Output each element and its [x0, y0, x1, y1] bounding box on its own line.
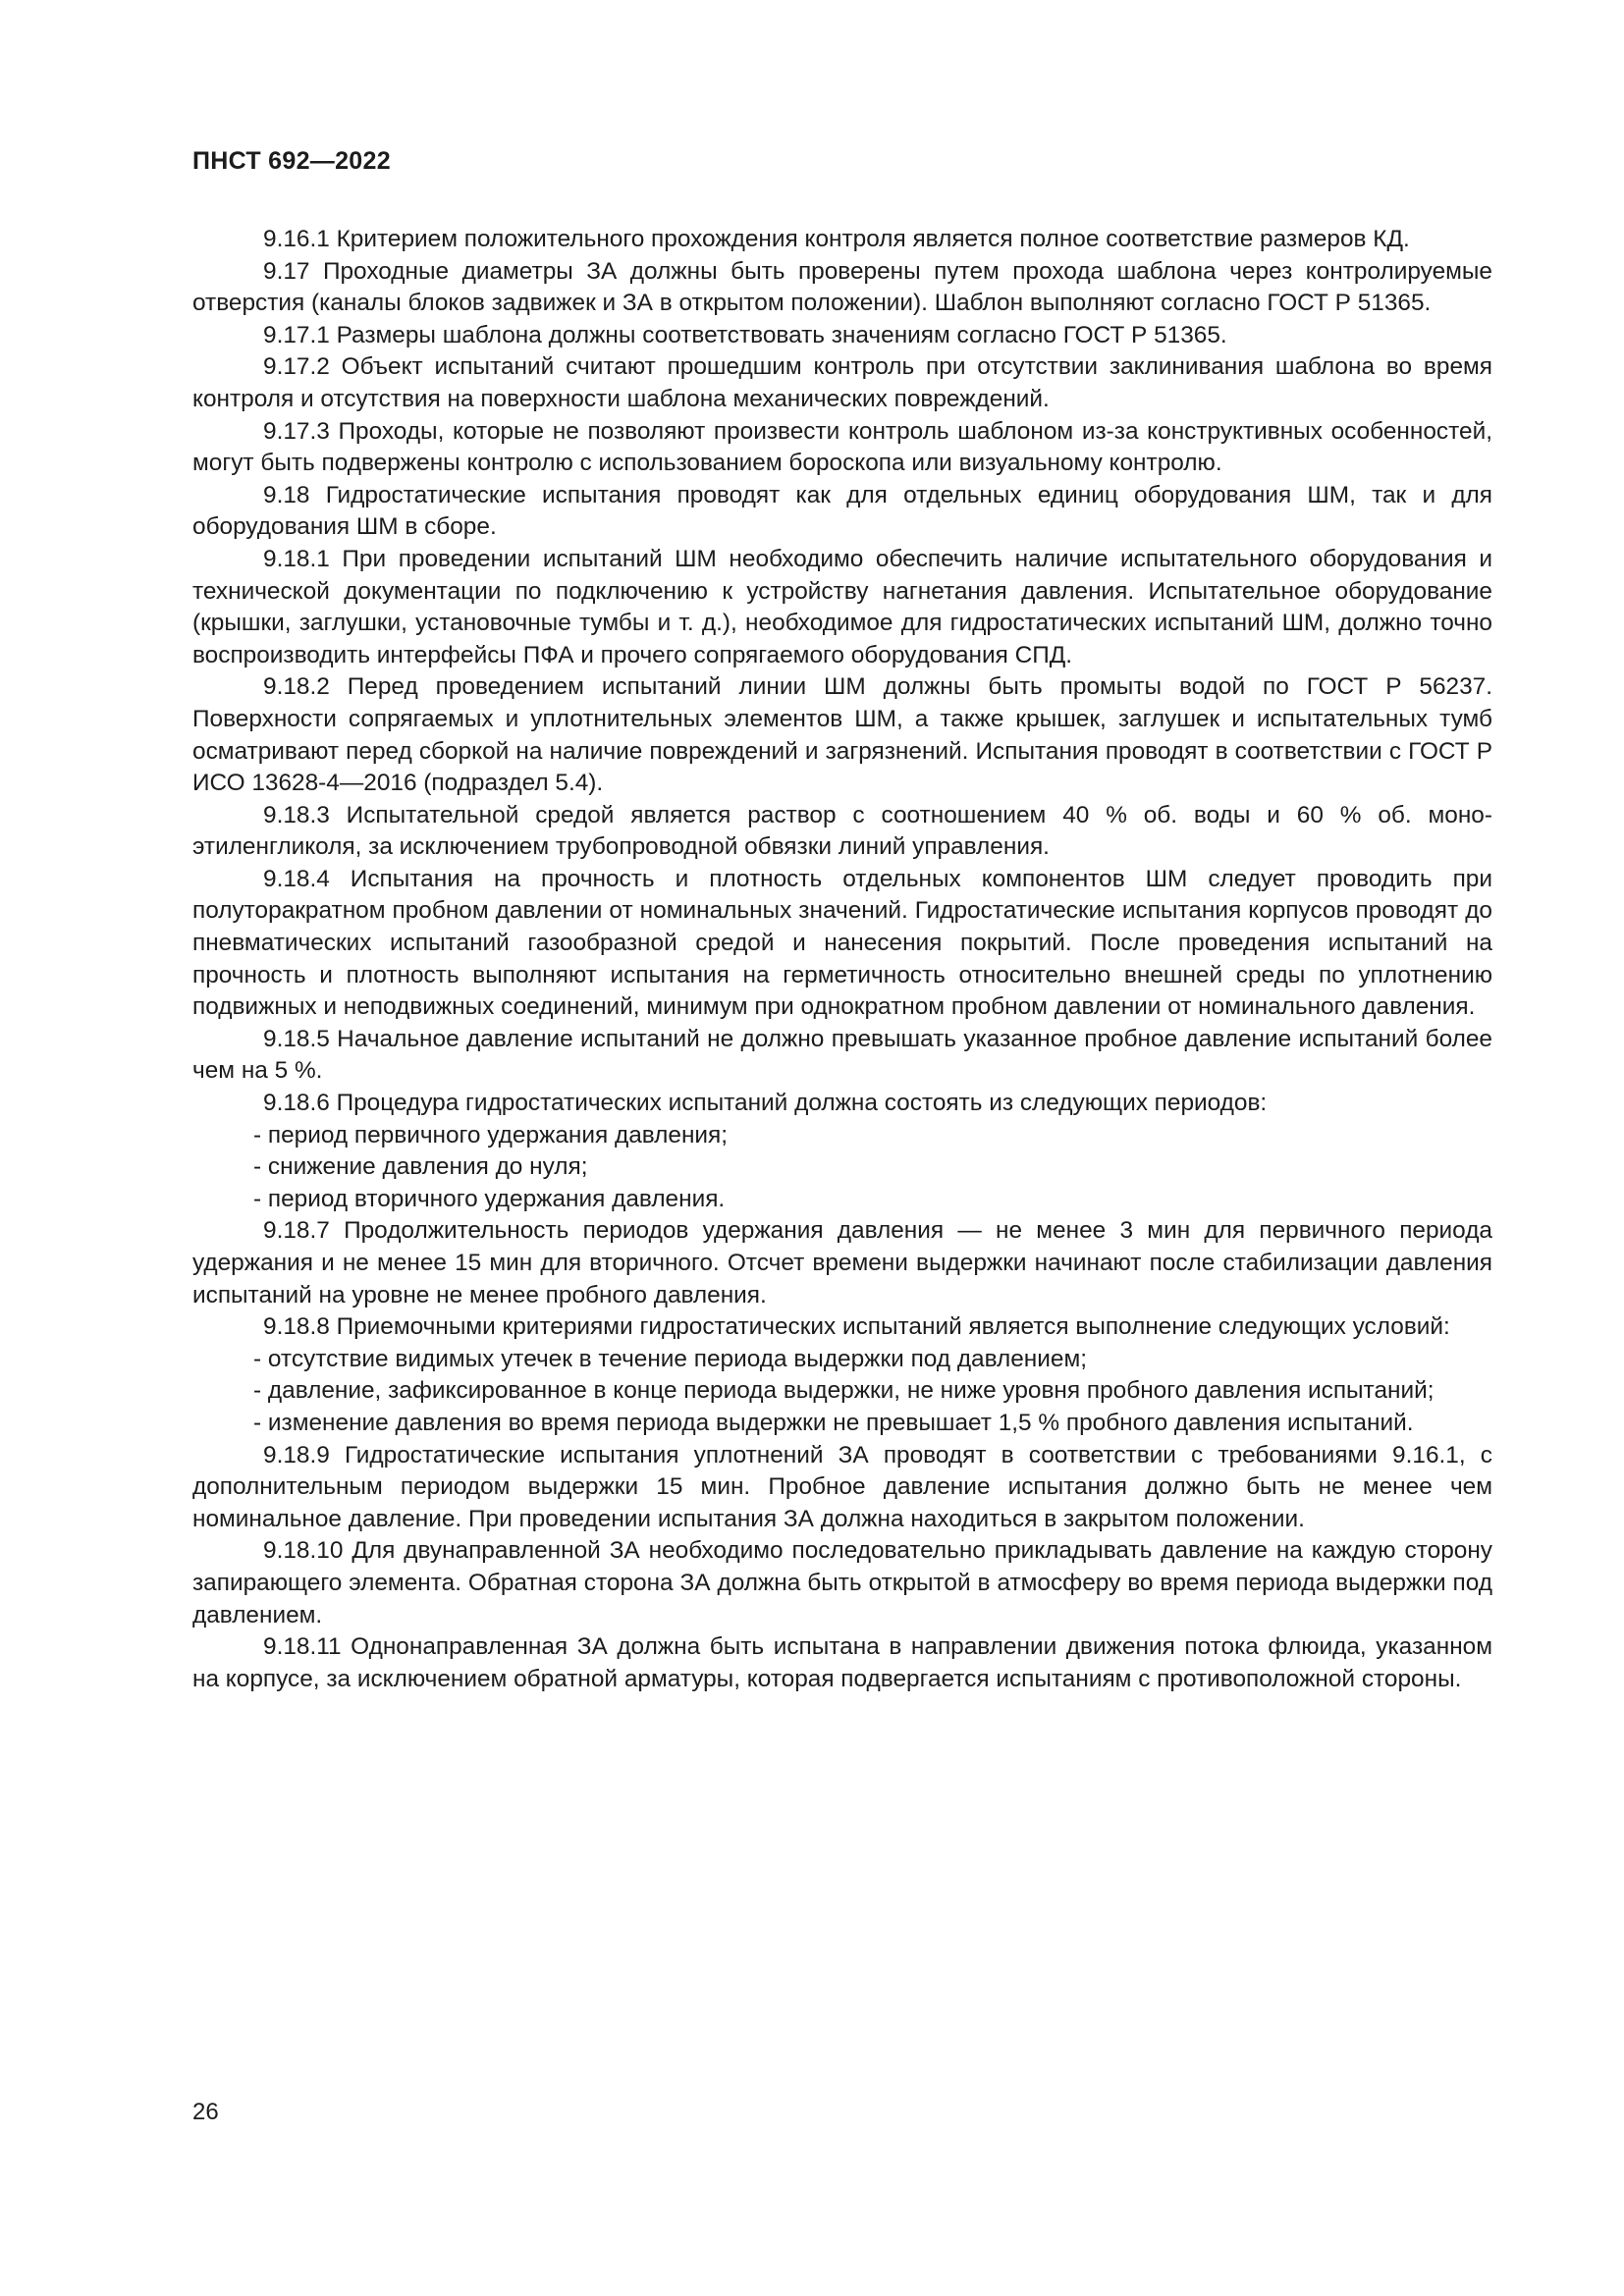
- paragraph-9-18-6: 9.18.6 Процедура гидростатических испытаний должна состоять из следующих периодов:: [263, 1090, 1268, 1117]
- list-item: - отсутствие видимых утечек в течение периода выдержки под давлением;: [253, 1345, 1088, 1372]
- list-item: - период вторичного удержания давления.: [253, 1185, 726, 1212]
- paragraph-9-17: 9.17 Проходные диаметры ЗА должны быть проверены путем прохода шаблона через контролируемые отверстия (каналы блоков задвижек и ЗА в открытом положении). Шаблон выполняют согласно ГОСТ Р 51365.: [192, 257, 1492, 317]
- paragraph-9-18-5: 9.18.5 Начальное давление испытаний не должно превышать указанное пробное давление испытаний более чем на 5 %.: [192, 1025, 1492, 1085]
- document-code-header: ПНСТ 692—2022: [192, 147, 391, 175]
- paragraph-9-18-11: 9.18.11 Однонаправленная ЗА должна быть испытана в направлении движения потока флюида, указанном на корпусе, за исключением обратной арматуры, которая подвергается испытаниям с противоположной стороны.: [192, 1633, 1492, 1692]
- paragraph-9-18-2: 9.18.2 Перед проведением испытаний линии ШМ должны быть промыты водой по ГОСТ Р 56237. Поверхности сопрягаемых и уплотнительных элементов ШМ, а также крышек, заглушек и испытательных тумб осматривают перед сборкой на наличие повреждений и загрязнений. Испытания проводят в соответствии с ГОСТ Р ИСО 13628-4—2016 (подраздел 5.4).: [192, 673, 1492, 797]
- paragraph-9-18-10: 9.18.10 Для двунаправленной ЗА необходимо последовательно прикладывать давление на каждую сторону запирающего элемента. Обратная сторона ЗА должна быть открытой в атмосферу во время периода выдержки под давлением.: [192, 1537, 1492, 1629]
- list-item: - изменение давления во время периода выдержки не превышает 1,5 % пробного давления испытаний.: [253, 1409, 1414, 1436]
- list-item: - давление, зафиксированное в конце периода выдержки, не ниже уровня пробного давления испытаний;: [253, 1377, 1435, 1405]
- page-number: 26: [192, 2099, 219, 2125]
- paragraph-9-18-1: 9.18.1 При проведении испытаний ШМ необходимо обеспечить наличие испытательного оборудования и технической документации по подключению к устройству нагнетания давления. Испытательное оборудование (крышки, заглушки, установочные тумбы и т. д.), необходимое для гидростатических испытаний ШМ, должно точно воспроизводить интерфейсы ПФА и прочего сопрягаемого оборудования СПД.: [192, 545, 1492, 668]
- paragraph-9-16-1: 9.16.1 Критерием положительного прохождения контроля является полное соответствие размеров КД.: [263, 226, 1410, 252]
- document-body: [192, 224, 1492, 1695]
- paragraph-9-18-9: 9.18.9 Гидростатические испытания уплотнений ЗА проводят в соответствии с требованиями 9.16.1, с дополнительным периодом выдержки 15 мин. Пробное давление испытания должно быть не менее чем номинальное давление. При проведении испытания ЗА должна находиться в закрытом положении.: [192, 1441, 1492, 1532]
- paragraph-9-18-3: 9.18.3 Испытательной средой является раствор с соотношением 40 % об. воды и 60 % об. моноэтиленгликоля, за исключением трубопроводной обвязки линий управления.: [192, 801, 1492, 861]
- list-item: - период первичного удержания давления;: [253, 1121, 729, 1148]
- paragraph-9-17-3: 9.17.3 Проходы, которые не позволяют произвести контроль шаблоном из-за конструктивных особенностей, могут быть подвержены контролю с использованием бороскопа или визуальному контролю.: [192, 417, 1492, 477]
- list-item: - снижение давления до нуля;: [253, 1153, 588, 1181]
- paragraph-9-18-7: 9.18.7 Продолжительность периодов удержания давления — не менее 3 мин для первичного периода удержания и не менее 15 мин для вторичного. Отсчет времени выдержки начинают после стабилизации давления испытаний на уровне не менее пробного давления.: [192, 1217, 1492, 1308]
- paragraph-9-18-8: 9.18.8 Приемочными критериями гидростатических испытаний является выполнение следующих условий:: [263, 1313, 1450, 1341]
- paragraph-9-18-4: 9.18.4 Испытания на прочность и плотность отдельных компонентов ШМ следует проводить при полуторакратном пробном давлении от номинальных значений. Гидростатические испытания корпусов проводят до пневматических испытаний газообразной средой и нанесения покрытий. После проведения испытаний на прочность и плотность выполняют испытания на герметичность относительно внешней среды по уплотнению подвижных и неподвижных соединений, минимум при однократном пробном давлении от номинального давления.: [192, 865, 1492, 1021]
- paragraph-9-17-2: 9.17.2 Объект испытаний считают прошедшим контроль при отсутствии заклинивания шаблона во время контроля и отсутствия на поверхности шаблона механических повреждений.: [192, 353, 1492, 412]
- paragraph-9-18: 9.18 Гидростатические испытания проводят как для отдельных единиц оборудования ШМ, так и для оборудования ШМ в сборе.: [192, 481, 1492, 541]
- paragraph-9-17-1: 9.17.1 Размеры шаблона должны соответствовать значениям согласно ГОСТ Р 51365.: [263, 321, 1227, 348]
